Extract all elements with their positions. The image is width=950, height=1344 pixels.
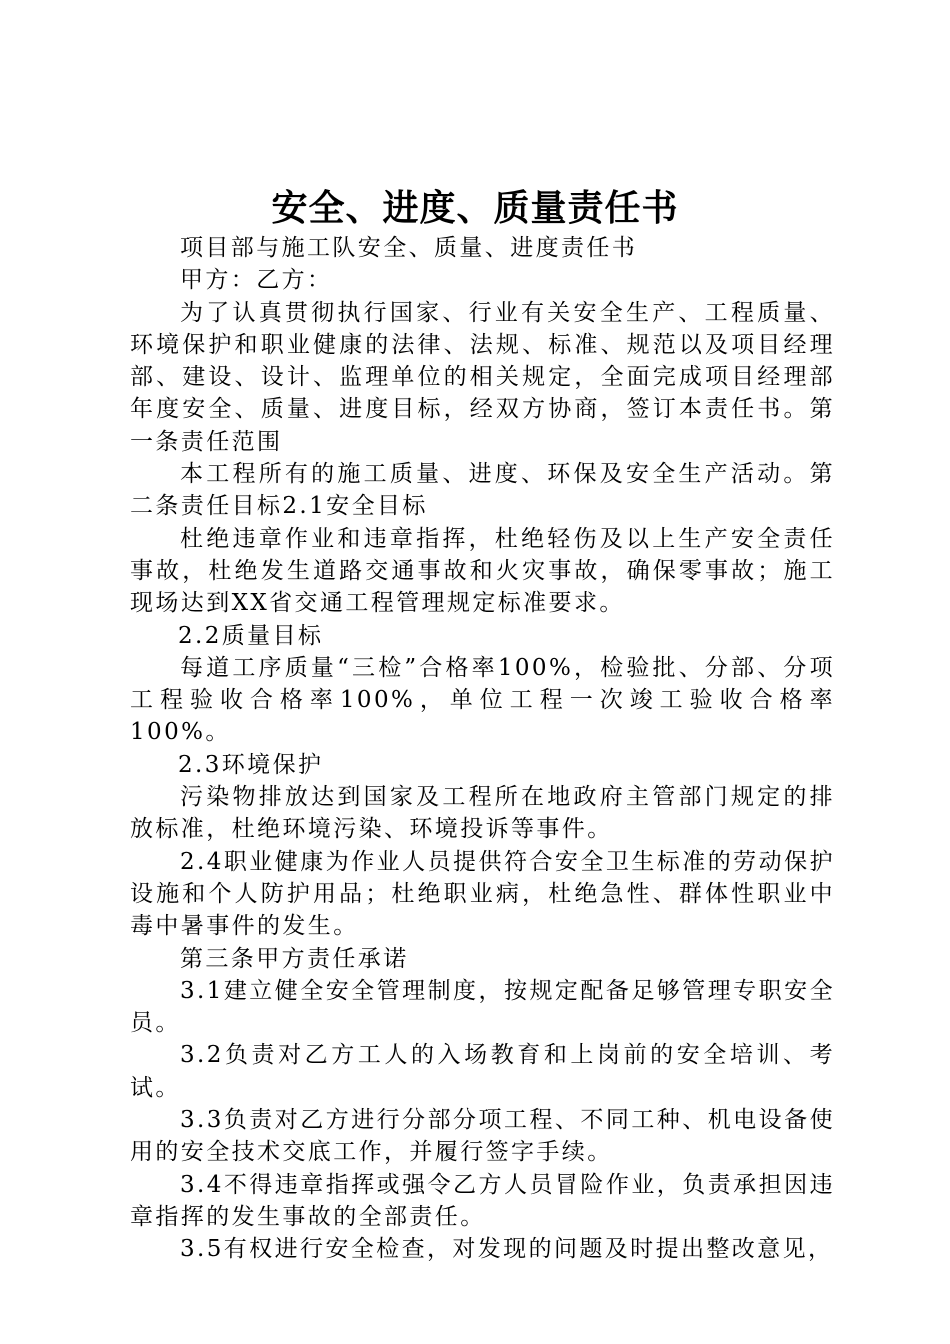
paragraph-item-3-4: 3.4不得违章指挥或强令乙方人员冒险作业，负责承担因违章指挥的发生事故的全部责任。 xyxy=(130,1171,835,1230)
paragraph-parties: 甲方：乙方： xyxy=(180,267,333,294)
document-body xyxy=(130,232,835,1266)
paragraph-heading-quality: 2.2质量目标 xyxy=(178,622,324,649)
paragraph-item-3-5: 3.5有权进行安全检查，对发现的问题及时提出整改意见， xyxy=(180,1236,834,1263)
document-title: 安全、进度、质量责任书 xyxy=(271,187,679,229)
paragraph-environment: 污染物排放达到国家及工程所在地政府主管部门规定的排放标准，杜绝环境污染、环境投诉等事件。 xyxy=(130,784,835,843)
paragraph-item-3-3: 3.3负责对乙方进行分部分项工程、不同工种、机电设备使用的安全技术交底工作，并履行签字手续。 xyxy=(130,1107,835,1166)
paragraph-subtitle: 项目部与施工队安全、质量、进度责任书 xyxy=(180,235,638,261)
paragraph-scope: 本工程所有的施工质量、进度、环保及安全生产活动。第二条责任目标2.1安全目标 xyxy=(130,461,835,520)
paragraph-quality-target: 每道工序质量“三检”合格率100%，检验批、分部、分项工程验收合格率100%，单位工程一次竣工验收合格率100%。 xyxy=(130,654,835,746)
paragraph-preamble: 为了认真贯彻执行国家、行业有关安全生产、工程质量、环境保护和职业健康的法律、法规、标准、规范以及项目经理部、建设、设计、监理单位的相关规定，全面完成项目经理部年度安全、质量、进度目标，经双方协商，签订本责任书。第一条责任范围 xyxy=(130,299,835,455)
paragraph-item-3-1: 3.1建立健全安全管理制度，按规定配备足够管理专职安全员。 xyxy=(130,977,835,1037)
paragraph-heading-environment: 2.3环境保护 xyxy=(178,751,324,778)
paragraph-health: 2.4职业健康为作业人员提供符合安全卫生标准的劳动保护设施和个人防护用品；杜绝职业病，杜绝急性、群体性职业中毒中暑事件的发生。 xyxy=(130,848,835,940)
paragraph-item-3-2: 3.2负责对乙方工人的入场教育和上岗前的安全培训、考试。 xyxy=(130,1042,835,1101)
paragraph-heading-party-a: 第三条甲方责任承诺 xyxy=(180,945,409,972)
paragraph-safety-target: 杜绝违章作业和违章指挥，杜绝轻伤及以上生产安全责任事故，杜绝发生道路交通事故和火灾事故，确保零事故；施工现场达到XX省交通工程管理规定标准要求。 xyxy=(130,525,835,617)
